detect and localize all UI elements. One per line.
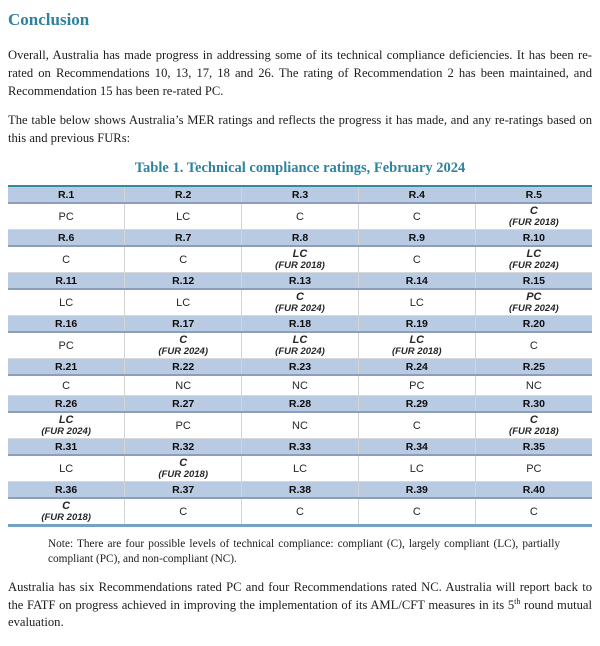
rating-value-row — [8, 375, 592, 396]
rating-value-row — [8, 289, 592, 316]
rating-cell: LC — [125, 289, 242, 316]
rating-value: LC — [292, 334, 308, 347]
rating-cell: PC — [125, 412, 242, 439]
rating-cell: LC — [358, 455, 475, 482]
technical-compliance-table-body — [8, 186, 592, 526]
recommendation-header-cell: R.1 — [8, 186, 125, 203]
rating-cell — [242, 289, 359, 316]
rating-cell: LC — [8, 455, 125, 482]
recommendation-header-cell: R.19 — [358, 316, 475, 333]
rating-cell: PC — [358, 375, 475, 396]
fur-year-label: (FUR 2018) — [391, 346, 442, 358]
recommendation-header-row — [8, 186, 592, 203]
rating-cell — [475, 203, 592, 230]
fur-year-label: (FUR 2024) — [275, 303, 325, 315]
rating-value-row — [8, 246, 592, 273]
recommendation-header-cell: R.5 — [475, 186, 592, 203]
fur-year-label: (FUR 2024) — [41, 426, 91, 438]
recommendation-header-cell: R.31 — [8, 439, 125, 456]
recommendation-header-cell: R.30 — [475, 396, 592, 413]
recommendation-header-row — [8, 230, 592, 247]
recommendation-header-cell: R.7 — [125, 230, 242, 247]
recommendation-header-cell: R.11 — [8, 273, 125, 290]
rating-cell: C — [242, 203, 359, 230]
fur-year-label: (FUR 2018) — [41, 512, 91, 524]
rating-cell: NC — [242, 412, 359, 439]
page-heading: Conclusion — [8, 10, 90, 29]
rating-cell: C — [358, 203, 475, 230]
rating-cell: PC — [475, 455, 592, 482]
recommendation-header-cell: R.27 — [125, 396, 242, 413]
recommendation-header-cell: R.18 — [242, 316, 359, 333]
recommendation-header-cell: R.25 — [475, 359, 592, 376]
rating-cell: LC — [358, 289, 475, 316]
rating-cell — [8, 412, 125, 439]
rating-value: C — [529, 205, 538, 218]
recommendation-header-cell: R.37 — [125, 482, 242, 499]
recommendation-header-cell: R.20 — [475, 316, 592, 333]
rating-cell: C — [242, 498, 359, 526]
rating-cell: NC — [125, 375, 242, 396]
recommendation-header-row — [8, 439, 592, 456]
rating-cell — [475, 246, 592, 273]
recommendation-header-cell: R.13 — [242, 273, 359, 290]
rating-value-row — [8, 412, 592, 439]
fur-year-label: (FUR 2024) — [509, 260, 559, 272]
recommendation-header-cell: R.10 — [475, 230, 592, 247]
table-note: Note: There are four possible levels of technical compliance: compliant (C), largely compliant (LC), partially compliant (PC), and non-compliant (NC). — [48, 538, 560, 566]
paragraph-2: The table below shows Australia’s MER ratings and reflects the progress it has made, and any re-ratings based on this and previous FURs: — [8, 112, 592, 145]
fur-year-label: (FUR 2024) — [158, 346, 208, 358]
rating-cell: NC — [475, 375, 592, 396]
rating-value: LC — [292, 248, 308, 261]
rating-value: LC — [526, 248, 542, 261]
rating-cell: C — [358, 498, 475, 526]
recommendation-header-cell: R.22 — [125, 359, 242, 376]
rating-cell — [8, 498, 125, 526]
recommendation-header-cell: R.26 — [8, 396, 125, 413]
table-title: Table 1. Technical compliance ratings, February 2024 — [134, 160, 466, 177]
fur-year-label: (FUR 2018) — [509, 426, 559, 438]
rating-value: LC — [58, 414, 74, 427]
rating-cell: C — [475, 498, 592, 526]
rating-cell — [475, 412, 592, 439]
paragraph-1: Overall, Australia has made progress in addressing some of its technical compliance deficiencies. It has been re-rated on Recommendations 10, 13, 17, 18 and 26. The rating of Recommendation 2 has been maintained, and Recommendation 15 has been re-rated PC. — [8, 48, 592, 98]
rating-cell: NC — [242, 375, 359, 396]
paragraph-3-text-end: round mutual evaluation. — [8, 597, 593, 630]
ordinal-superscript: th — [514, 596, 521, 606]
rating-value: LC — [409, 334, 425, 347]
rating-cell: LC — [8, 289, 125, 316]
fur-year-label: (FUR 2024) — [275, 346, 325, 358]
recommendation-header-cell: R.28 — [242, 396, 359, 413]
rating-value: C — [296, 291, 304, 304]
rating-value-row — [8, 203, 592, 230]
rating-value-row — [8, 332, 592, 359]
rating-cell: PC — [8, 332, 125, 359]
rating-cell — [242, 332, 359, 359]
recommendation-header-row — [8, 482, 592, 499]
recommendation-header-cell: R.12 — [125, 273, 242, 290]
recommendation-header-cell: R.9 — [358, 230, 475, 247]
rating-value: C — [179, 334, 188, 347]
recommendation-header-cell: R.36 — [8, 482, 125, 499]
rating-cell — [475, 289, 592, 316]
recommendation-header-cell: R.39 — [358, 482, 475, 499]
recommendation-header-cell: R.32 — [125, 439, 242, 456]
rating-cell: C — [125, 498, 242, 526]
rating-cell: C — [475, 332, 592, 359]
recommendation-header-cell: R.17 — [125, 316, 242, 333]
rating-cell — [242, 246, 359, 273]
recommendation-header-cell: R.4 — [358, 186, 475, 203]
rating-cell: LC — [242, 455, 359, 482]
rating-cell: LC — [125, 203, 242, 230]
recommendation-header-cell: R.16 — [8, 316, 125, 333]
rating-cell: C — [358, 246, 475, 273]
rating-cell: C — [358, 412, 475, 439]
rating-value-row — [8, 455, 592, 482]
recommendation-header-cell: R.3 — [242, 186, 359, 203]
rating-value: C — [62, 500, 71, 513]
technical-compliance-table — [8, 185, 592, 527]
rating-cell: PC — [8, 203, 125, 230]
recommendation-header-cell: R.21 — [8, 359, 125, 376]
recommendation-header-cell: R.14 — [358, 273, 475, 290]
recommendation-header-cell: R.15 — [475, 273, 592, 290]
rating-value: C — [529, 414, 538, 427]
rating-cell: C — [125, 246, 242, 273]
recommendation-header-cell: R.8 — [242, 230, 359, 247]
paragraph-3 — [8, 579, 592, 633]
rating-cell — [125, 332, 242, 359]
rating-cell: C — [8, 246, 125, 273]
recommendation-header-cell: R.33 — [242, 439, 359, 456]
recommendation-header-cell: R.38 — [242, 482, 359, 499]
recommendation-header-cell: R.35 — [475, 439, 592, 456]
recommendation-header-cell: R.6 — [8, 230, 125, 247]
recommendation-header-row — [8, 396, 592, 413]
rating-value-row — [8, 498, 592, 526]
rating-cell — [125, 455, 242, 482]
fur-year-label: (FUR 2018) — [158, 469, 208, 481]
recommendation-header-cell: R.23 — [242, 359, 359, 376]
recommendation-header-row — [8, 273, 592, 290]
rating-value: C — [179, 457, 188, 470]
recommendation-header-cell: R.2 — [125, 186, 242, 203]
recommendation-header-cell: R.24 — [358, 359, 475, 376]
recommendation-header-row — [8, 359, 592, 376]
rating-cell: C — [8, 375, 125, 396]
fur-year-label: (FUR 2018) — [509, 217, 559, 229]
recommendation-header-cell: R.34 — [358, 439, 475, 456]
fur-year-label: (FUR 2018) — [275, 260, 325, 272]
rating-value: PC — [526, 291, 542, 304]
fur-year-label: (FUR 2024) — [509, 303, 559, 315]
recommendation-header-cell: R.40 — [475, 482, 592, 499]
recommendation-header-row — [8, 316, 592, 333]
paragraph-3-text: Australia has six Recommendations rated PC and four Recommendations rated NC. Australia will report back to the FATF on progress achieved in improving the implementation of its AML/CFT measures in its 5 — [8, 579, 592, 612]
rating-cell — [358, 332, 475, 359]
recommendation-header-cell: R.29 — [358, 396, 475, 413]
